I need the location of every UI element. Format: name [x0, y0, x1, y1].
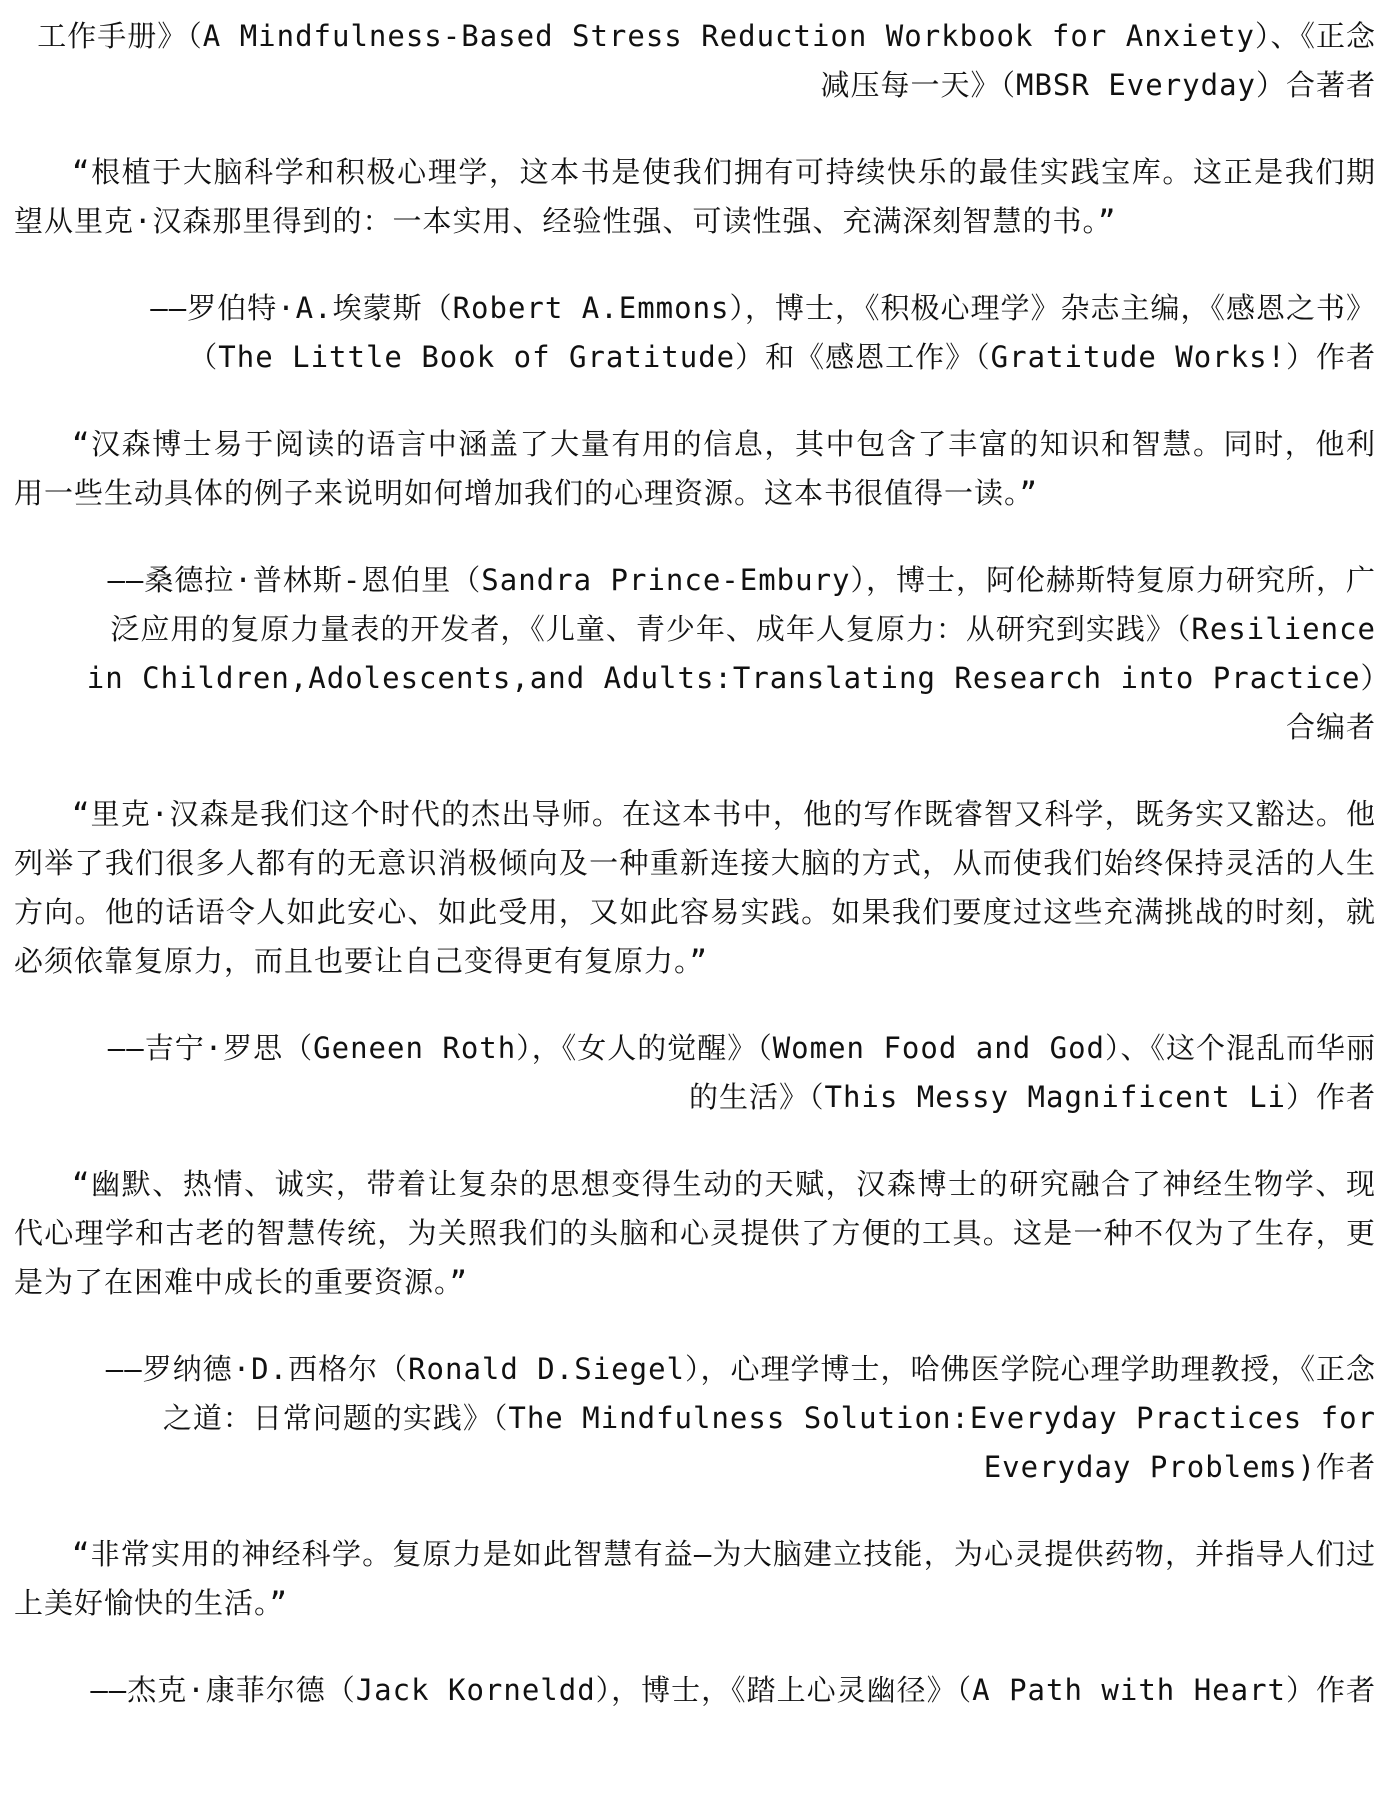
endorsements-page — [14, 12, 1376, 1715]
endorsement-attribution: ——桑德拉·普林斯-恩伯里（Sandra Prince-Embury），博士，阿伦赫斯特复原力研究所，广泛应用的复原力量表的开发者，《儿童、青少年、成年人复原力：从研究到实践》（Resilience in Children,Adolescents,and Adults:Translating Research into Practice）合编者 — [86, 563, 1376, 744]
endorsement-attribution: ——罗伯特·A.埃蒙斯（Robert A.Emmons），博士，《积极心理学》杂志主编，《感恩之书》（The Little Book of Gratitude）和《感恩工作》（Gratitude Works!）作者 — [150, 291, 1376, 374]
endorsement-attribution: ——罗纳德·D.西格尔（Ronald D.Siegel），心理学博士，哈佛医学院心理学助理教授，《正念之道：日常问题的实践》（The Mindfulness Solution:Everyday Practices for Everyday Problems)作者 — [105, 1352, 1376, 1484]
endorsement-quote: “里克·汉森是我们这个时代的杰出导师。在这本书中，他的写作既睿智又科学，既务实又豁达。他列举了我们很多人都有的无意识消极倾向及一种重新连接大脑的方式，从而使我们始终保持灵活的人生方向。他的话语令人如此安心、如此受用，又如此容易实践。如果我们要度过这些充满挑战的时刻，就必须依靠复原力，而且也要让自己变得更有复原力。” — [14, 797, 1376, 978]
endorsement-quote: “汉森博士易于阅读的语言中涵盖了大量有用的信息，其中包含了丰富的知识和智慧。同时，他利用一些生动具体的例子来说明如何增加我们的心理资源。这本书很值得一读。” — [14, 427, 1376, 510]
endorsement-attribution: ——吉宁·罗思（Geneen Roth），《女人的觉醒》（Women Food and God）、《这个混乱而华丽的生活》（This Messy Magnificent Li）作者 — [107, 1031, 1376, 1114]
endorsement-attribution: ——杰克·康菲尔德（Jack Korneldd），博士，《踏上心灵幽径》（A Path with Heart）作者 — [90, 1673, 1376, 1707]
endorsement-quote: “幽默、热情、诚实，带着让复杂的思想变得生动的天赋，汉森博士的研究融合了神经生物学、现代心理学和古老的智慧传统，为关照我们的头脑和心灵提供了方便的工具。这是一种不仅为了生存，更是为了在困难中成长的重要资源。” — [14, 1167, 1376, 1299]
endorsement-attribution: 工作手册》（A Mindfulness-Based Stress Reduction Workbook for Anxiety）、《正念减压每一天》（MBSR Everyday）合著者 — [37, 19, 1376, 102]
endorsement-quote: “根植于大脑科学和积极心理学，这本书是使我们拥有可持续快乐的最佳实践宝库。这正是我们期望从里克·汉森那里得到的：一本实用、经验性强、可读性强、充满深刻智慧的书。” — [14, 155, 1376, 238]
endorsement-quote: “非常实用的神经科学。复原力是如此智慧有益—为大脑建立技能，为心灵提供药物，并指导人们过上美好愉快的生活。” — [14, 1537, 1376, 1620]
